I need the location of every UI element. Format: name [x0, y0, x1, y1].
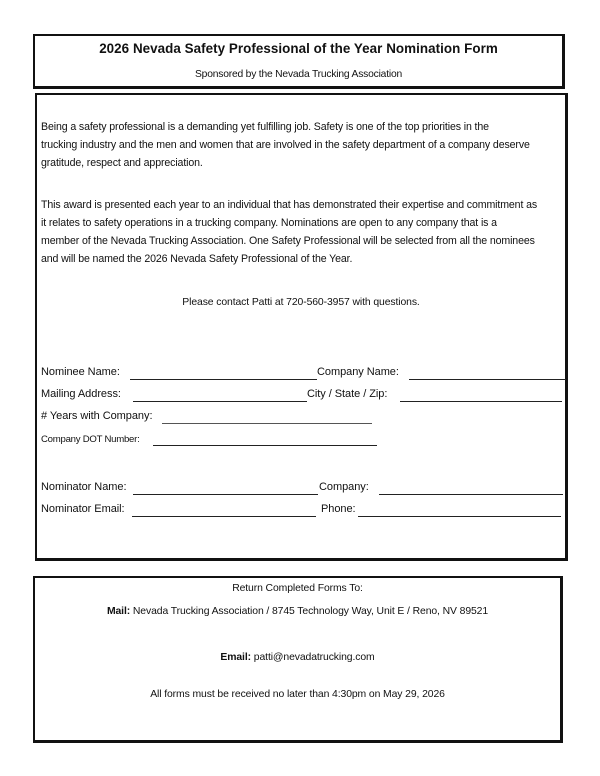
years-with-company-label: # Years with Company: — [41, 410, 153, 422]
mail-label: Mail: — [106, 606, 131, 617]
nominator-name-label: Nominator Name: — [41, 481, 127, 493]
nominator-company-field[interactable] — [379, 494, 563, 495]
email-line — [35, 652, 560, 663]
paragraph-line: trucking industry and the men and women that are involved in the safety department of a company deserve — [41, 139, 530, 151]
header-box — [33, 34, 565, 89]
company-dot-number-field[interactable] — [153, 445, 377, 446]
city-state-zip-field[interactable] — [400, 401, 562, 402]
paragraph-line: This award is presented each year to an individual that has demonstrated their expertise and commitment as — [41, 199, 538, 211]
city-state-zip-label: City / State / Zip: — [307, 388, 388, 400]
mail-line — [35, 606, 560, 617]
nominator-company-label: Company: — [319, 481, 369, 493]
years-with-company-field[interactable] — [162, 423, 372, 424]
nominee-name-label: Nominee Name: — [41, 366, 120, 378]
paragraph-line: gratitude, respect and appreciation. — [41, 157, 203, 169]
paragraph-line: member of the Nevada Trucking Association. One Safety Professional will be selected from all the nominees — [41, 235, 535, 247]
company-dot-number-label: Company DOT Number: — [41, 434, 140, 445]
phone-field[interactable] — [358, 516, 561, 517]
return-heading: Return Completed Forms To: — [232, 583, 363, 594]
mailing-address-label: Mailing Address: — [41, 388, 121, 400]
contact-line: Please contact Patti at 720-560-3957 with questions. — [182, 297, 420, 308]
email-label: Email: — [220, 652, 251, 663]
paragraph-line: Being a safety professional is a demanding yet fulfilling job. Safety is one of the top priorities in the — [41, 121, 489, 133]
deadline-line: All forms must be received no later than 4:30pm on May 29, 2026 — [150, 689, 445, 700]
nominee-name-field[interactable] — [130, 379, 317, 380]
mail-address: Nevada Trucking Association / 8745 Technology Way, Unit E / Reno, NV 89521 — [132, 606, 489, 617]
sponsor-line: Sponsored by the Nevada Trucking Association — [195, 69, 402, 80]
email-address-link[interactable]: patti@nevadatrucking.com — [253, 652, 375, 663]
mailing-address-field[interactable] — [133, 401, 307, 402]
company-name-label: Company Name: — [317, 366, 399, 378]
nominator-name-field[interactable] — [133, 494, 318, 495]
nomination-body-box — [35, 93, 568, 561]
nominator-email-label: Nominator Email: — [41, 503, 125, 515]
return-info-box — [33, 576, 563, 743]
nominator-email-field[interactable] — [132, 516, 316, 517]
company-name-field[interactable] — [409, 379, 566, 380]
phone-label: Phone: — [321, 503, 356, 515]
paragraph-line: and will be named the 2026 Nevada Safety Professional of the Year. — [41, 253, 353, 265]
paragraph-line: it relates to safety operations in a trucking company. Nominations are open to any company that is a — [41, 217, 497, 229]
page-title: 2026 Nevada Safety Professional of the Year Nomination Form — [99, 41, 498, 56]
